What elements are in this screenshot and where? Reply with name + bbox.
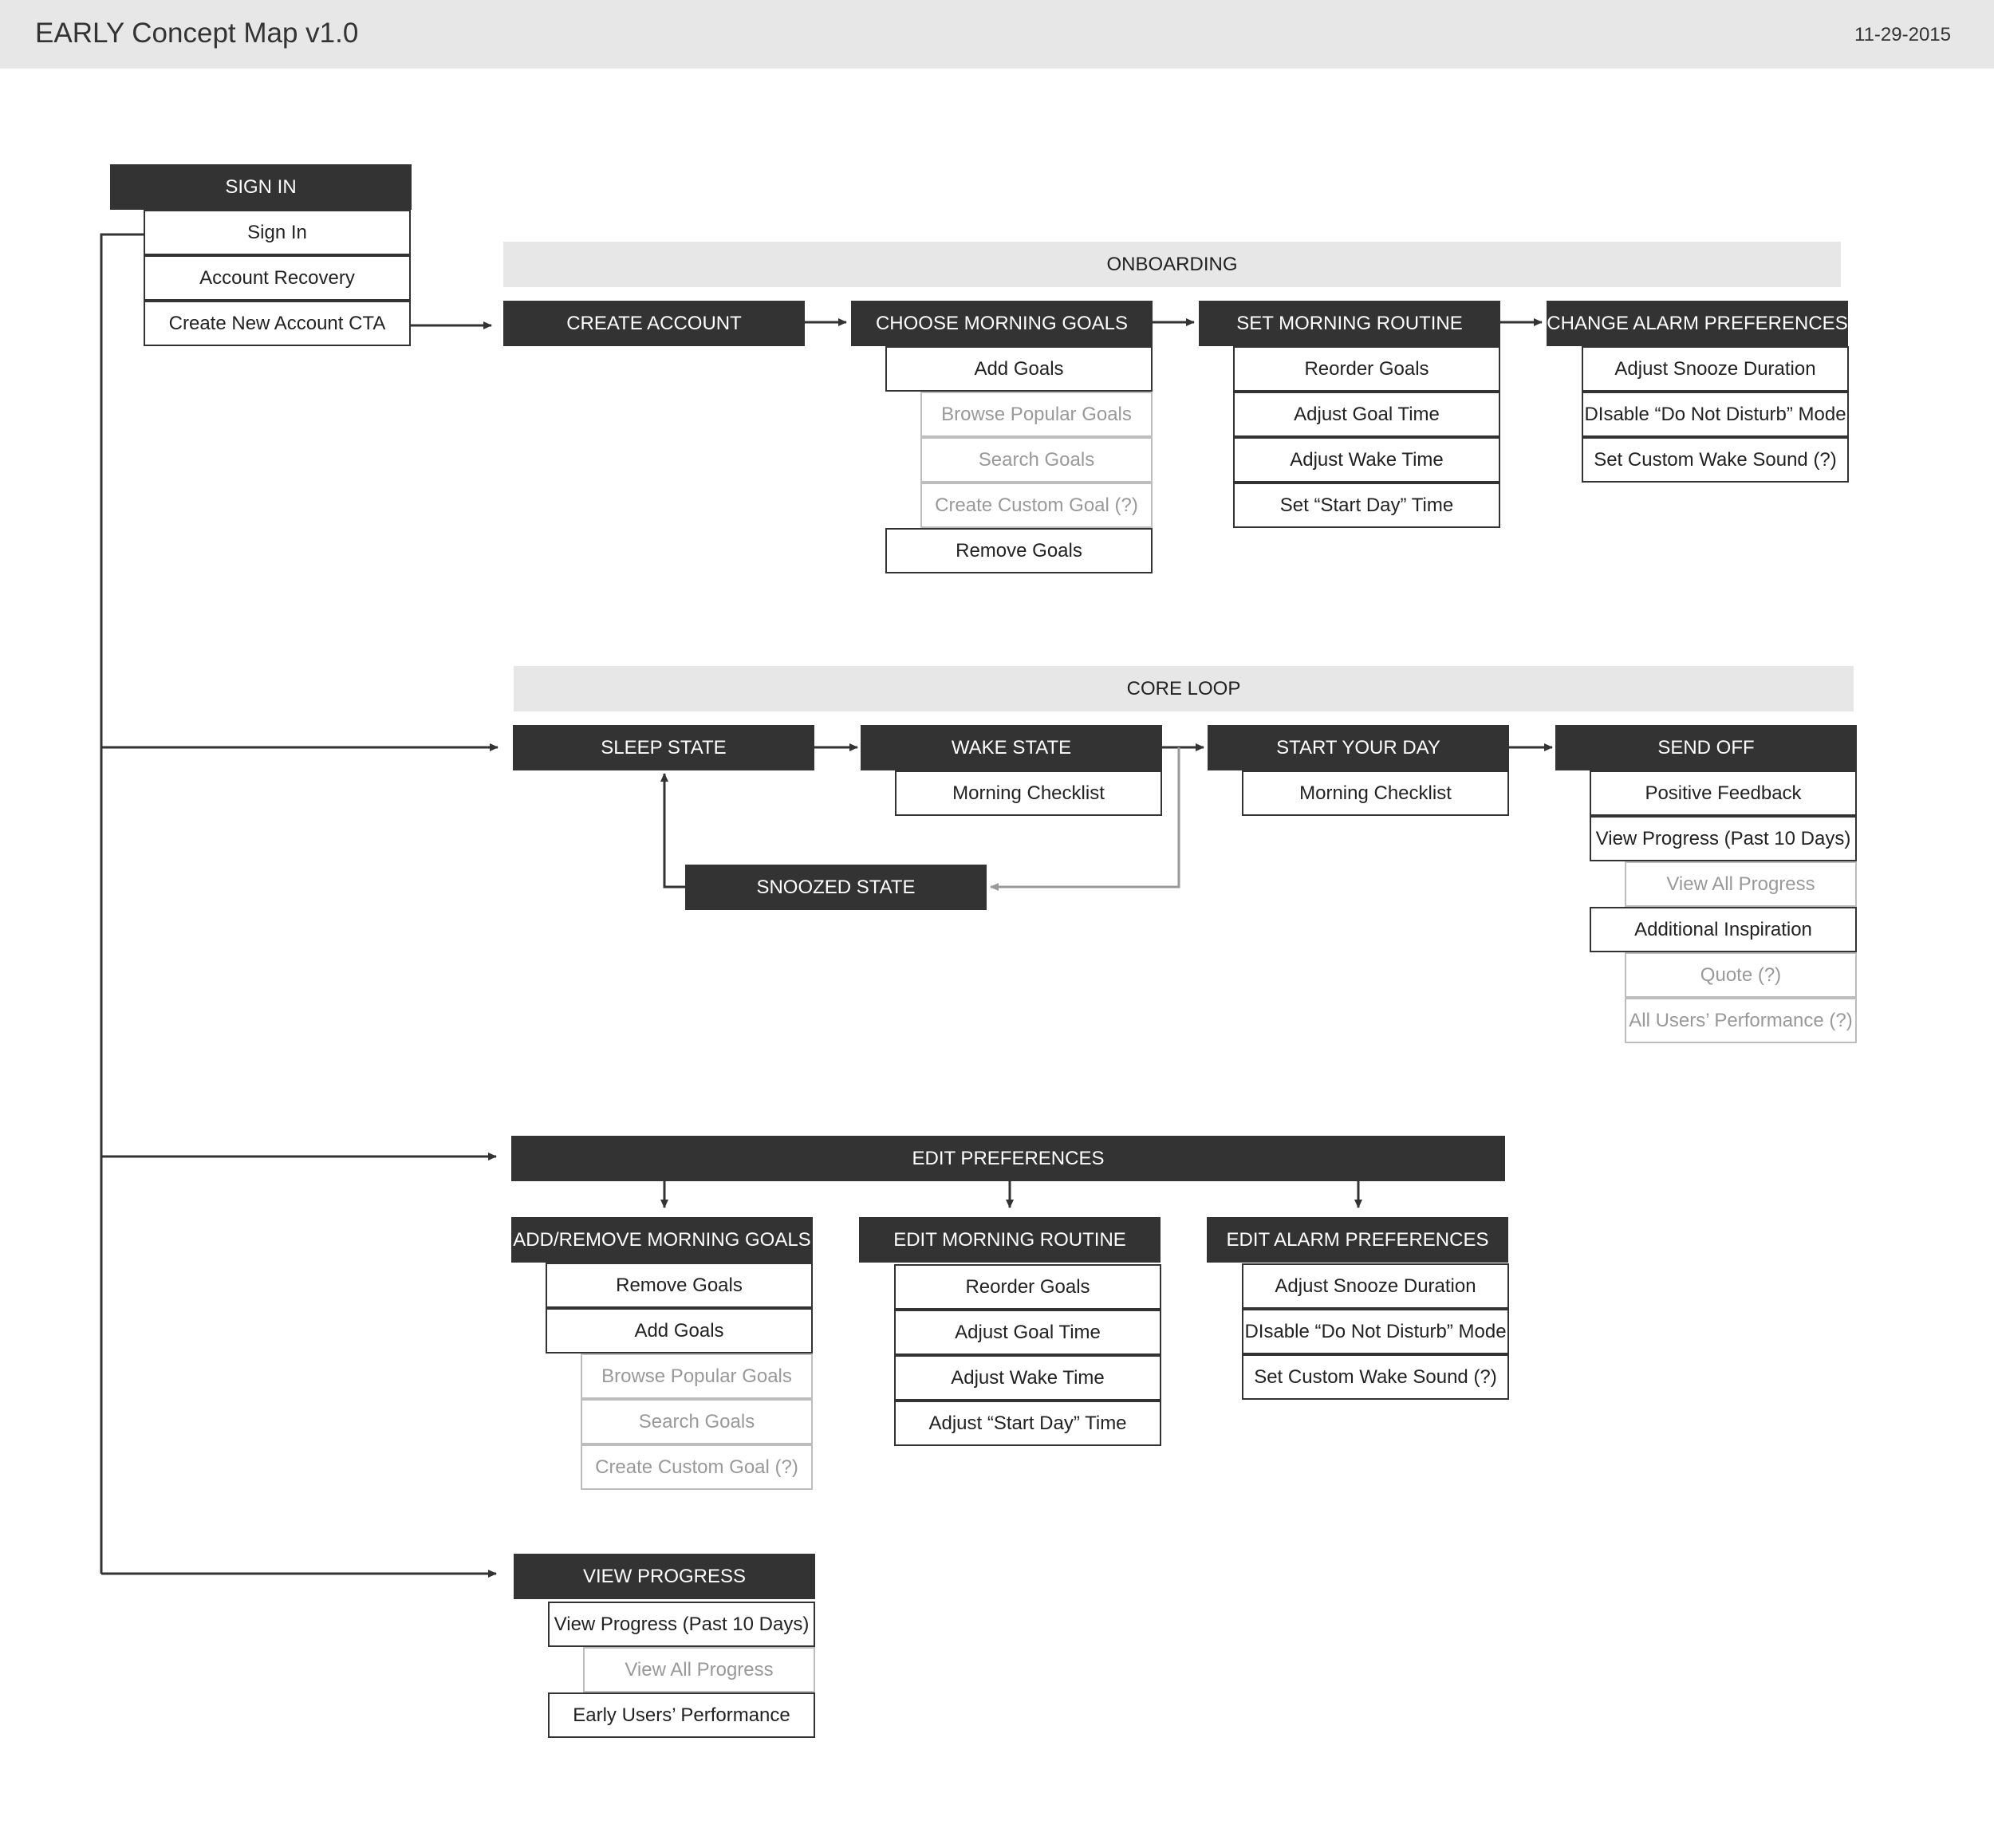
sleep-state-header: SLEEP STATE [513, 725, 814, 770]
edit-morning-routine-header: EDIT MORNING ROUTINE [859, 1217, 1161, 1263]
early-users-performance-item: Early Users’ Performance [548, 1692, 815, 1738]
change-alarm-preferences-header: CHANGE ALARM PREFERENCES [1547, 301, 1848, 346]
adjust-snooze-duration-item: Adjust Snooze Duration [1582, 346, 1849, 392]
edit-adjust-wake-time-item: Adjust Wake Time [894, 1355, 1161, 1401]
all-users-performance-item: All Users’ Performance (?) [1625, 998, 1857, 1043]
wake-state-header: WAKE STATE [861, 725, 1162, 770]
wake-morning-checklist-item: Morning Checklist [895, 770, 1162, 816]
edit-set-custom-wake-sound-item: Set Custom Wake Sound (?) [1242, 1354, 1509, 1400]
browse-popular-goals-item: Browse Popular Goals [920, 392, 1153, 437]
remove-goals-item: Remove Goals [885, 528, 1153, 573]
vp-view-all-progress-item: View All Progress [583, 1647, 815, 1692]
view-all-progress-item: View All Progress [1625, 861, 1857, 907]
edit-adjust-start-day-time-item: Adjust “Start Day” Time [894, 1401, 1161, 1446]
edit-alarm-preferences-header: EDIT ALARM PREFERENCES [1207, 1217, 1508, 1263]
set-custom-wake-sound-item: Set Custom Wake Sound (?) [1582, 437, 1849, 483]
sign-in-header: SIGN IN [110, 164, 412, 210]
quote-item: Quote (?) [1625, 952, 1857, 998]
positive-feedback-item: Positive Feedback [1590, 770, 1857, 816]
edit-disable-do-not-disturb-item: DIsable “Do Not Disturb” Mode [1242, 1309, 1509, 1354]
reorder-goals-item: Reorder Goals [1233, 346, 1500, 392]
send-off-header: SEND OFF [1555, 725, 1857, 770]
edit-adjust-goal-time-item: Adjust Goal Time [894, 1310, 1161, 1355]
view-progress-10-days-item: View Progress (Past 10 Days) [1590, 816, 1857, 861]
view-progress-header: VIEW PROGRESS [514, 1554, 815, 1599]
adjust-goal-time-item: Adjust Goal Time [1233, 392, 1500, 437]
set-morning-routine-header: SET MORNING ROUTINE [1199, 301, 1500, 346]
core-loop-band: CORE LOOP [514, 666, 1854, 711]
start-your-day-header: START YOUR DAY [1208, 725, 1509, 770]
create-new-account-cta-item: Create New Account CTA [144, 301, 411, 346]
create-account-header: CREATE ACCOUNT [503, 301, 805, 346]
edit-create-custom-goal-item: Create Custom Goal (?) [581, 1444, 813, 1490]
sign-in-item: Sign In [144, 210, 411, 255]
page-date: 11-29-2015 [1854, 24, 1951, 45]
adjust-wake-time-item: Adjust Wake Time [1233, 437, 1500, 483]
disable-do-not-disturb-item: DIsable “Do Not Disturb” Mode [1582, 392, 1849, 437]
arrow-snoozed-to-sleep [664, 774, 686, 887]
page-title: EARLY Concept Map v1.0 [35, 18, 359, 49]
choose-morning-goals-header: CHOOSE MORNING GOALS [851, 301, 1153, 346]
edit-reorder-goals-item: Reorder Goals [894, 1264, 1161, 1310]
edit-remove-goals-item: Remove Goals [546, 1263, 813, 1308]
add-goals-item: Add Goals [885, 346, 1153, 392]
edit-preferences-header: EDIT PREFERENCES [511, 1136, 1505, 1181]
edit-search-goals-item: Search Goals [581, 1399, 813, 1444]
start-morning-checklist-item: Morning Checklist [1242, 770, 1509, 816]
edit-adjust-snooze-duration-item: Adjust Snooze Duration [1242, 1263, 1509, 1309]
additional-inspiration-item: Additional Inspiration [1590, 907, 1857, 952]
onboarding-band: ONBOARDING [503, 242, 1841, 287]
create-custom-goal-item: Create Custom Goal (?) [920, 483, 1153, 528]
set-start-day-time-item: Set “Start Day” Time [1233, 483, 1500, 528]
account-recovery-item: Account Recovery [144, 255, 411, 301]
trunk-line [101, 234, 144, 1574]
search-goals-item: Search Goals [920, 437, 1153, 483]
snoozed-state-header: SNOOZED STATE [685, 865, 987, 910]
vp-view-progress-10-days-item: View Progress (Past 10 Days) [548, 1602, 815, 1647]
add-remove-morning-goals-header: ADD/REMOVE MORNING GOALS [511, 1217, 813, 1263]
edit-add-goals-item: Add Goals [546, 1308, 813, 1353]
edit-browse-popular-goals-item: Browse Popular Goals [581, 1353, 813, 1399]
